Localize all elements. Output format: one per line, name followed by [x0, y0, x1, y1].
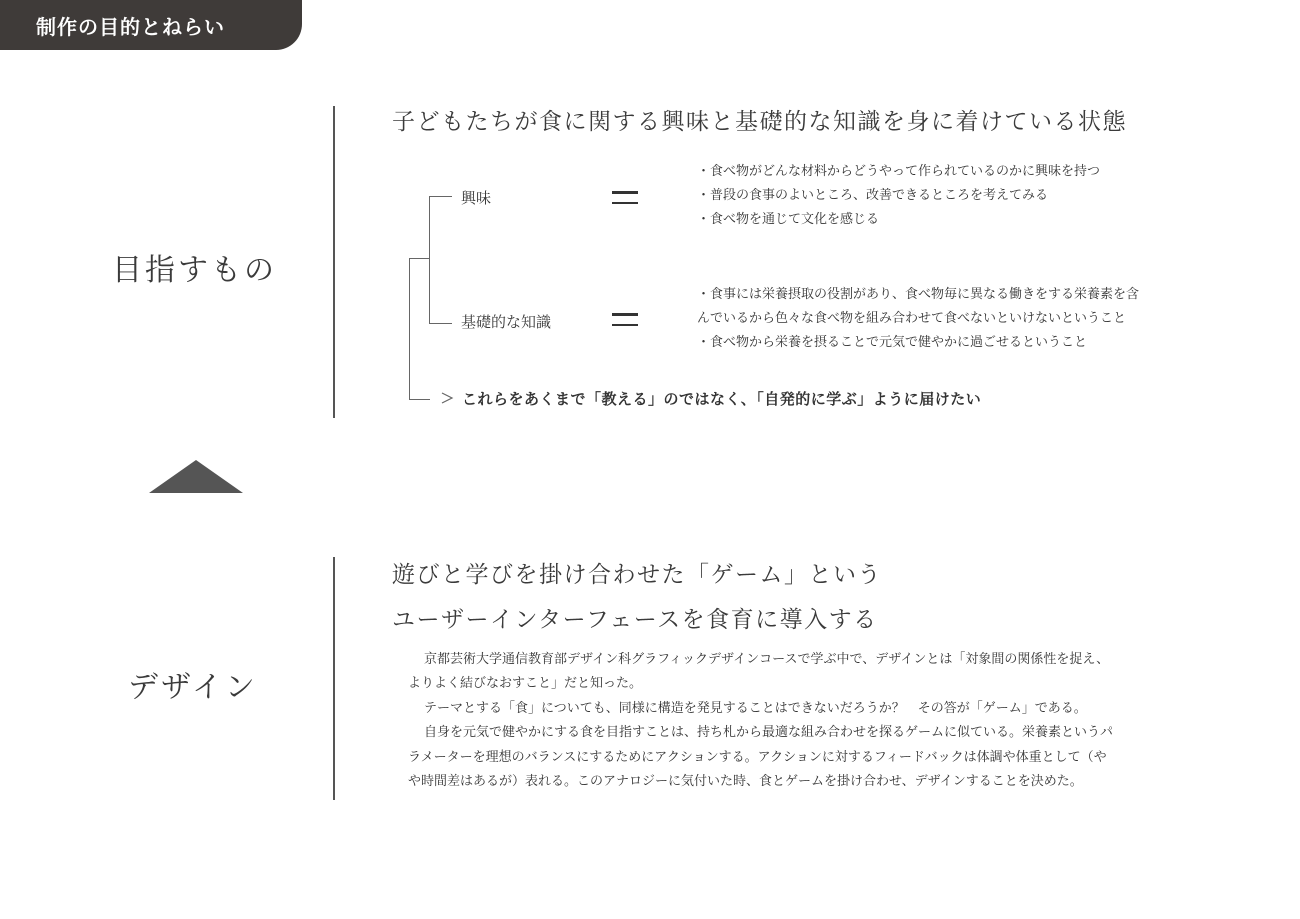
- goal-divider: [333, 106, 335, 418]
- goal-heading: 子どもたちが食に関する興味と基礎的な知識を身に着けている状態: [392, 109, 1127, 135]
- list-item: ・食べ物を通じて文化を感じる: [697, 212, 880, 227]
- body-line: や時間差はあるが）表れる。このアナロジーに気付いた時、食とゲームを掛け合わせ、デザインすることを決めた。: [408, 774, 1083, 790]
- body-line: 自身を元気で健やかにする食を目指すことは、持ち札から最適な組み合わせを探るゲームに似ている。栄養素というパ: [424, 725, 1114, 741]
- list-item: んでいるから色々な食べ物を組み合わせて食べないといけないということ: [697, 311, 1127, 326]
- header-title: 制作の目的とねらい: [36, 14, 225, 39]
- header-tab: [0, 0, 302, 50]
- interest-bullet-list: [697, 160, 1100, 232]
- tree-bracket-lower: [409, 258, 430, 400]
- body-line: ラメーターを理想のバランスにするためにアクションする。アクションに対するフィードバックは体調や体重として（や: [408, 749, 1107, 765]
- branch-term-knowledge: 基礎的な知識: [461, 313, 552, 331]
- design-heading-line1: 遊びと学びを掛け合わせた「ゲーム」という: [392, 562, 882, 588]
- triangle-up-icon: [149, 460, 243, 493]
- list-item: ・食べ物がどんな材料からどうやって作られているのかに興味を持つ: [697, 164, 1101, 179]
- body-line: 京都芸術大学通信教育部デザイン科グラフィックデザインコースで学ぶ中で、デザインとは「対象間の関係性を捉え、: [424, 652, 1110, 667]
- list-item: ・食べ物から栄養を摂ることで元気で健やかに過ごせるということ: [697, 335, 1088, 350]
- branch-term-interest: 興味: [461, 189, 492, 207]
- knowledge-bullet-list: [697, 283, 1139, 355]
- design-heading-line2: ユーザーインターフェースを食育に導入する: [392, 607, 878, 633]
- design-section-label: デザイン: [128, 670, 258, 705]
- design-body-text: [408, 648, 1183, 794]
- list-item: ・食事には栄養摂取の役割があり、食べ物毎に異なる働きをする栄養素を含: [697, 287, 1140, 302]
- list-item: ・普段の食事のよいところ、改善できるところを考えてみる: [697, 188, 1049, 203]
- tree-bracket-upper: [429, 196, 452, 324]
- body-line: テーマとする「食」についても、同様に構造を発見することはできないだろうか？ その答が「ゲーム」である。: [424, 700, 1087, 716]
- equals-icon: [612, 191, 638, 204]
- body-line: よりよく結びなおすこと」だと知った。: [408, 676, 643, 692]
- goal-conclusion: これらをあくまで「教える」のではなく、「自発的に学ぶ」ように届けたい: [462, 390, 982, 408]
- right-arrow-icon: [440, 392, 454, 404]
- goal-section-label: 目指すもの: [112, 253, 277, 288]
- design-divider: [333, 557, 335, 800]
- equals-icon: [612, 313, 638, 326]
